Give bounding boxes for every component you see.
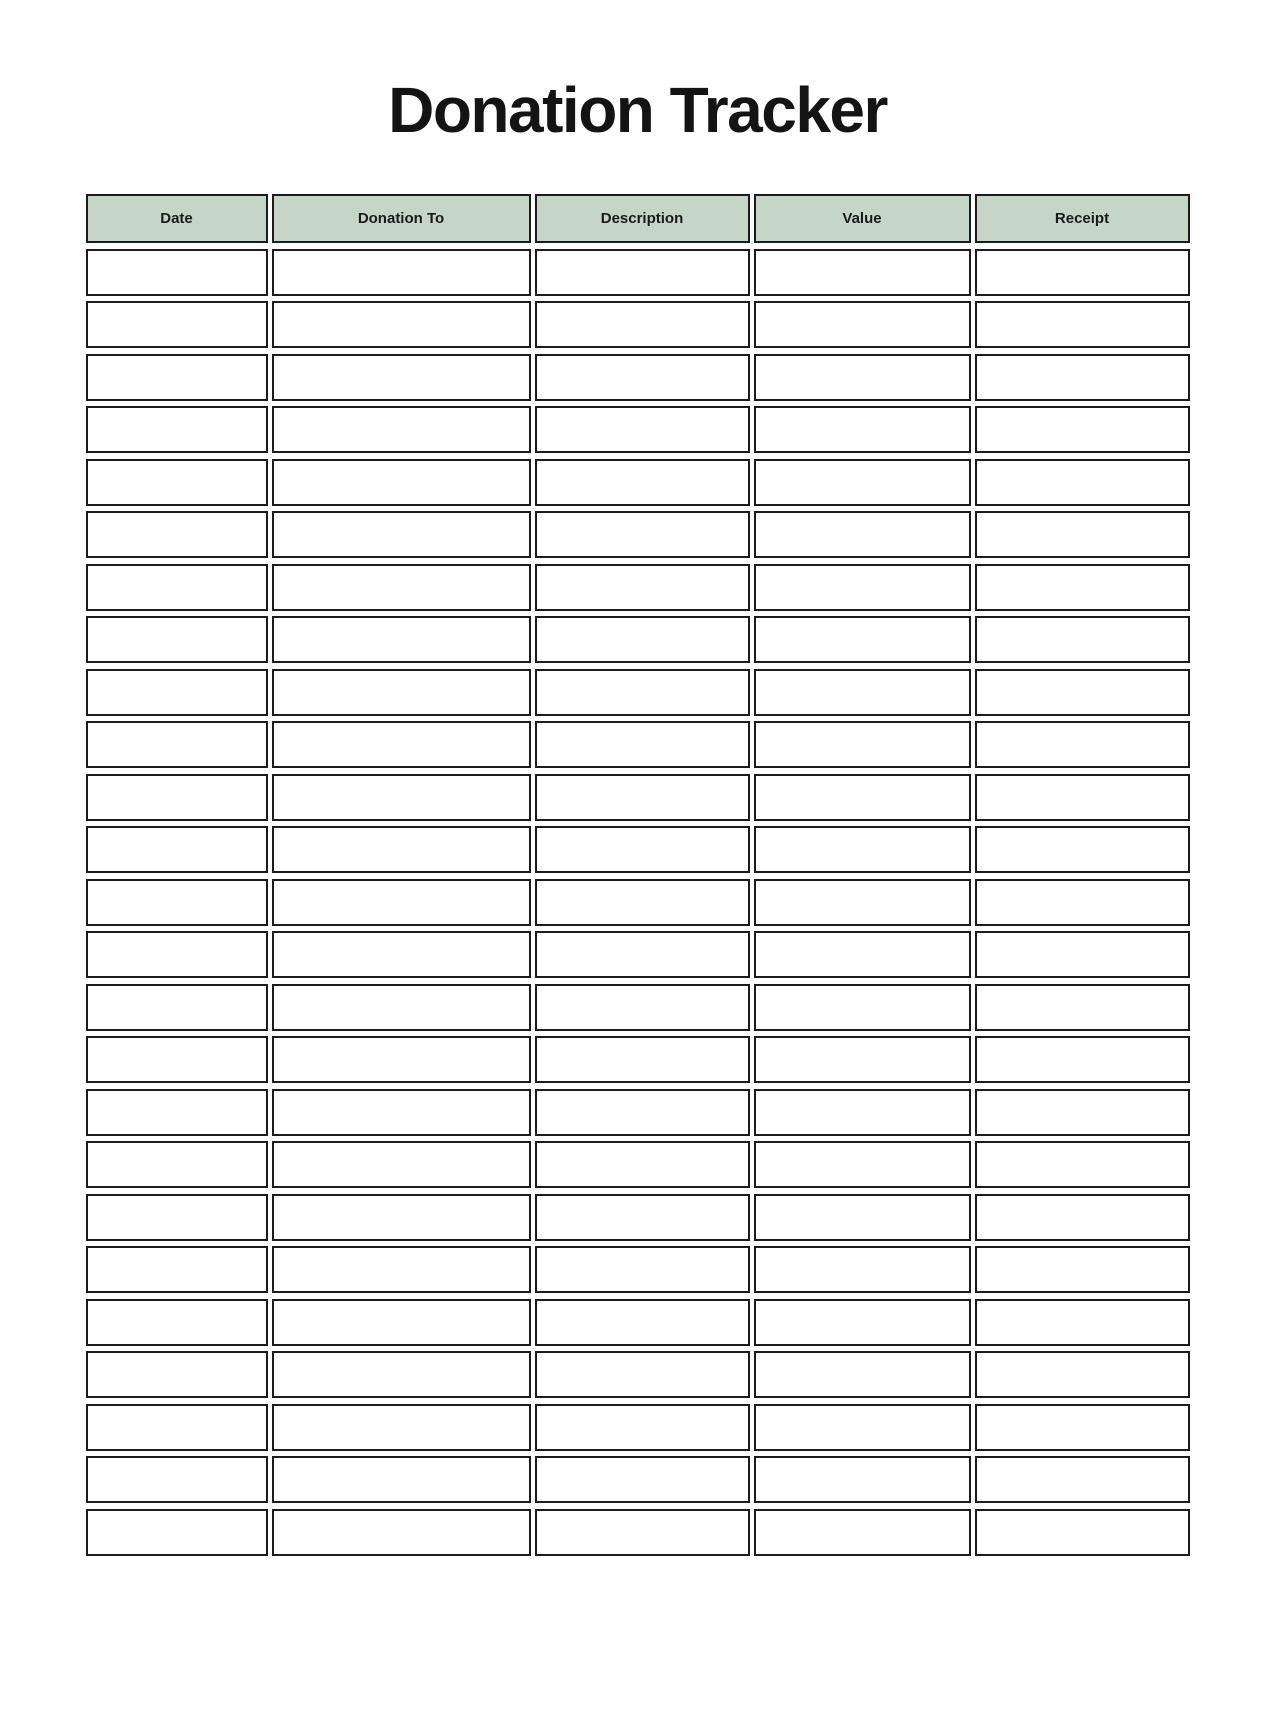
cell-donation-to-row-9[interactable] [272,669,531,716]
cell-description-row-6[interactable] [535,511,750,558]
cell-receipt-row-13[interactable] [975,879,1190,926]
cell-description-row-7[interactable] [535,564,750,611]
column-header-description: Description [535,194,750,243]
cell-description-row-17[interactable] [535,1089,750,1136]
cell-description-row-11[interactable] [535,774,750,821]
cell-value-row-2[interactable] [754,301,971,348]
page [0,70,1275,1720]
cell-value-row-18[interactable] [754,1141,971,1188]
cell-value-row-7[interactable] [754,564,971,611]
cell-date-row-12[interactable] [86,826,268,873]
cell-receipt-row-2[interactable] [975,301,1190,348]
cell-date-row-2[interactable] [86,301,268,348]
cell-value-row-10[interactable] [754,721,971,768]
cell-receipt-row-14[interactable] [975,931,1190,978]
cell-date-row-24[interactable] [86,1456,268,1503]
cell-receipt-row-9[interactable] [975,669,1190,716]
cell-date-row-25[interactable] [86,1509,268,1556]
cell-value-row-12[interactable] [754,826,971,873]
cell-value-row-11[interactable] [754,774,971,821]
cell-receipt-row-8[interactable] [975,616,1190,663]
cell-date-row-17[interactable] [86,1089,268,1136]
cell-receipt-row-22[interactable] [975,1351,1190,1398]
donation-table [86,194,1190,1556]
cell-date-row-10[interactable] [86,721,268,768]
cell-donation-to-row-23[interactable] [272,1404,531,1451]
cell-date-row-6[interactable] [86,511,268,558]
cell-value-row-14[interactable] [754,931,971,978]
cell-description-row-22[interactable] [535,1351,750,1398]
cell-value-row-16[interactable] [754,1036,971,1083]
cell-donation-to-row-13[interactable] [272,879,531,926]
cell-donation-to-row-18[interactable] [272,1141,531,1188]
cell-donation-to-row-15[interactable] [272,984,531,1031]
cell-value-row-20[interactable] [754,1246,971,1293]
cell-value-row-4[interactable] [754,406,971,453]
cell-description-row-4[interactable] [535,406,750,453]
cell-value-row-8[interactable] [754,616,971,663]
cell-value-row-21[interactable] [754,1299,971,1346]
cell-receipt-row-1[interactable] [975,249,1190,296]
cell-donation-to-row-25[interactable] [272,1509,531,1556]
cell-description-row-12[interactable] [535,826,750,873]
cell-receipt-row-16[interactable] [975,1036,1190,1083]
cell-receipt-row-21[interactable] [975,1299,1190,1346]
cell-date-row-18[interactable] [86,1141,268,1188]
cell-description-row-16[interactable] [535,1036,750,1083]
cell-receipt-row-17[interactable] [975,1089,1190,1136]
cell-receipt-row-24[interactable] [975,1456,1190,1503]
cell-receipt-row-25[interactable] [975,1509,1190,1556]
column-header-donation-to: Donation To [272,194,531,243]
cell-date-row-13[interactable] [86,879,268,926]
cell-description-row-5[interactable] [535,459,750,506]
cell-description-row-25[interactable] [535,1509,750,1556]
cell-receipt-row-23[interactable] [975,1404,1190,1451]
cell-receipt-row-18[interactable] [975,1141,1190,1188]
column-header-receipt: Receipt [975,194,1190,243]
cell-description-row-8[interactable] [535,616,750,663]
cell-date-row-7[interactable] [86,564,268,611]
cell-date-row-19[interactable] [86,1194,268,1241]
cell-receipt-row-19[interactable] [975,1194,1190,1241]
cell-date-row-5[interactable] [86,459,268,506]
cell-date-row-22[interactable] [86,1351,268,1398]
cell-donation-to-row-2[interactable] [272,301,531,348]
cell-date-row-1[interactable] [86,249,268,296]
cell-description-row-18[interactable] [535,1141,750,1188]
cell-value-row-23[interactable] [754,1404,971,1451]
cell-date-row-11[interactable] [86,774,268,821]
cell-donation-to-row-14[interactable] [272,931,531,978]
cell-date-row-8[interactable] [86,616,268,663]
cell-donation-to-row-6[interactable] [272,511,531,558]
cell-date-row-21[interactable] [86,1299,268,1346]
cell-donation-to-row-12[interactable] [272,826,531,873]
cell-date-row-23[interactable] [86,1404,268,1451]
cell-date-row-3[interactable] [86,354,268,401]
cell-date-row-14[interactable] [86,931,268,978]
column-header-value: Value [754,194,971,243]
cell-description-row-21[interactable] [535,1299,750,1346]
cell-value-row-25[interactable] [754,1509,971,1556]
cell-donation-to-row-21[interactable] [272,1299,531,1346]
cell-description-row-23[interactable] [535,1404,750,1451]
cell-date-row-20[interactable] [86,1246,268,1293]
cell-donation-to-row-20[interactable] [272,1246,531,1293]
cell-description-row-10[interactable] [535,721,750,768]
cell-value-row-1[interactable] [754,249,971,296]
cell-receipt-row-6[interactable] [975,511,1190,558]
cell-donation-to-row-3[interactable] [272,354,531,401]
cell-description-row-9[interactable] [535,669,750,716]
cell-value-row-19[interactable] [754,1194,971,1241]
cell-description-row-2[interactable] [535,301,750,348]
cell-donation-to-row-22[interactable] [272,1351,531,1398]
cell-donation-to-row-8[interactable] [272,616,531,663]
cell-donation-to-row-16[interactable] [272,1036,531,1083]
cell-receipt-row-4[interactable] [975,406,1190,453]
cell-date-row-16[interactable] [86,1036,268,1083]
cell-description-row-14[interactable] [535,931,750,978]
cell-description-row-1[interactable] [535,249,750,296]
cell-receipt-row-12[interactable] [975,826,1190,873]
cell-donation-to-row-24[interactable] [272,1456,531,1503]
cell-receipt-row-11[interactable] [975,774,1190,821]
cell-description-row-24[interactable] [535,1456,750,1503]
cell-donation-to-row-1[interactable] [272,249,531,296]
cell-value-row-9[interactable] [754,669,971,716]
cell-receipt-row-3[interactable] [975,354,1190,401]
cell-receipt-row-5[interactable] [975,459,1190,506]
cell-value-row-5[interactable] [754,459,971,506]
cell-description-row-13[interactable] [535,879,750,926]
cell-receipt-row-10[interactable] [975,721,1190,768]
cell-value-row-24[interactable] [754,1456,971,1503]
cell-receipt-row-7[interactable] [975,564,1190,611]
cell-value-row-13[interactable] [754,879,971,926]
cell-donation-to-row-11[interactable] [272,774,531,821]
cell-description-row-19[interactable] [535,1194,750,1241]
cell-receipt-row-20[interactable] [975,1246,1190,1293]
cell-donation-to-row-5[interactable] [272,459,531,506]
cell-description-row-20[interactable] [535,1246,750,1293]
cell-donation-to-row-19[interactable] [272,1194,531,1241]
cell-donation-to-row-4[interactable] [272,406,531,453]
cell-description-row-3[interactable] [535,354,750,401]
cell-value-row-17[interactable] [754,1089,971,1136]
cell-date-row-4[interactable] [86,406,268,453]
page-title: Donation Tracker [388,74,887,146]
cell-donation-to-row-7[interactable] [272,564,531,611]
cell-value-row-3[interactable] [754,354,971,401]
cell-value-row-15[interactable] [754,984,971,1031]
cell-donation-to-row-17[interactable] [272,1089,531,1136]
cell-receipt-row-15[interactable] [975,984,1190,1031]
cell-value-row-6[interactable] [754,511,971,558]
cell-date-row-9[interactable] [86,669,268,716]
column-header-date: Date [86,194,268,243]
cell-date-row-15[interactable] [86,984,268,1031]
cell-description-row-15[interactable] [535,984,750,1031]
cell-donation-to-row-10[interactable] [272,721,531,768]
cell-value-row-22[interactable] [754,1351,971,1398]
